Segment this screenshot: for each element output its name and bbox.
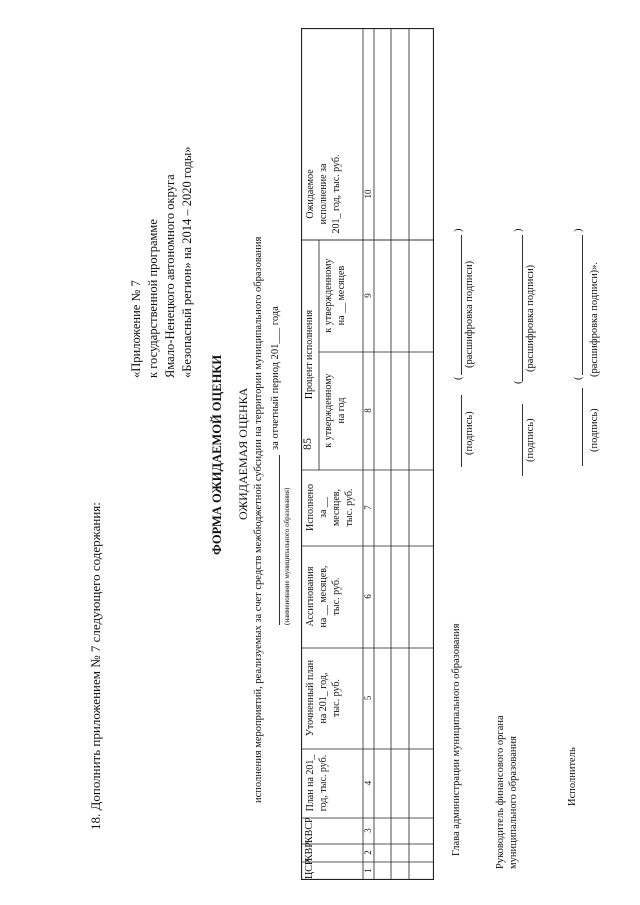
intro-text: 18. Дополнить приложением № 7 следующего содержания:	[88, 502, 103, 830]
executor-paren-close: )	[573, 228, 584, 232]
header-pct-year-line-2: на год	[336, 397, 347, 424]
header-pct-months-line-1: к утвержденному	[323, 258, 334, 333]
executor-label: Исполнитель	[567, 747, 578, 806]
col-number-6: 6	[363, 594, 373, 599]
head-paren-open: (	[453, 376, 464, 380]
finance-label-2: муниципального образования	[508, 736, 519, 869]
head-admin-label: Глава администрации муниципального образования	[451, 623, 462, 856]
header-refined-line-1: Уточненный план	[305, 659, 316, 737]
col-number-2: 2	[363, 850, 373, 855]
mo-name-caption: (наименование муниципального образования)	[283, 487, 291, 625]
header-pct-year-line-1: к утвержденному	[323, 373, 334, 448]
header-assignments	[304, 546, 343, 647]
header-exec-line-4: тыс. руб.	[344, 488, 355, 527]
finance-label-1: Руководитель финансового органа	[495, 715, 506, 869]
header-refined-line-2: на 201_ год,	[318, 672, 329, 724]
head-decode-line	[461, 235, 462, 375]
header-expected	[304, 149, 343, 239]
executor-decode-caption: (расшифровка подписи)».	[589, 261, 600, 377]
finance-decode-line	[522, 235, 523, 381]
header-exec-line-2: за __	[318, 497, 329, 518]
header-csr: ЦСР	[304, 859, 315, 879]
col-number-4: 4	[363, 780, 373, 786]
executor-sign-line	[582, 388, 583, 466]
head-sign-caption: (подпись)	[464, 411, 475, 455]
header-kvr: КВР	[304, 842, 315, 861]
col-number-7: 7	[363, 505, 373, 510]
finance-decode-caption: (расшифровка подписи)	[525, 264, 536, 372]
finance-paren-close: )	[513, 228, 524, 232]
appendix-line-4: «Безопасный регион» на 2014 – 2020 годы»	[180, 146, 194, 378]
evaluation-table	[301, 28, 434, 880]
header-assign-line-3: тыс. руб.	[331, 577, 342, 616]
head-sign-line	[461, 395, 462, 467]
header-plan-line-2: год, тыс. руб.	[318, 754, 329, 812]
col-number-9: 9	[363, 293, 373, 298]
col-number-5: 5	[363, 695, 373, 701]
appendix-line-3: Ямало-Ненецкого автономного округа	[163, 174, 177, 378]
header-plan-line-1: План на 201_	[305, 754, 316, 812]
finance-paren-open: (	[513, 380, 524, 384]
header-expected-line-3: 201_ год, тыс. руб.	[331, 154, 342, 234]
mo-name-line	[279, 455, 280, 625]
description-line-2: за отчетный период 201___ года	[270, 306, 281, 450]
header-pct-months	[322, 240, 348, 351]
finance-sign-caption: (подпись)	[525, 418, 536, 462]
form-title: ФОРМА ОЖИДАЕМОЙ ОЦЕНКИ	[210, 354, 224, 555]
appendix-line-1: «Приложение № 7	[129, 280, 143, 378]
header-refined-line-3: тыс. руб.	[331, 679, 342, 717]
col-number-1: 1	[363, 868, 373, 873]
head-paren-close: )	[453, 228, 464, 232]
header-pct-months-line-2: на __ месяцев	[336, 265, 347, 326]
col-number-3: 3	[363, 828, 373, 833]
header-expected-line-2: исполнение за	[318, 163, 329, 225]
header-assign-line-2: на __ месяцев,	[318, 565, 329, 628]
header-exec-line-1: Исполнено	[305, 484, 316, 532]
header-assign-line-1: Ассигнования	[305, 566, 316, 627]
header-plan	[304, 749, 330, 817]
header-executed	[304, 470, 356, 545]
appendix-header	[128, 280, 145, 378]
description-line-1: исполнения мероприятий, реализуемых за счет средств межбюджетной субсидии на территории муниципального образования	[253, 236, 264, 803]
header-exec-line-3: месяцев,	[331, 488, 342, 527]
header-kvsr: КВСР	[304, 817, 315, 843]
col-number-10: 10	[363, 189, 373, 199]
header-refined-plan	[304, 648, 343, 748]
header-expected-line-1: Ожидаемое	[305, 169, 316, 219]
appendix-line-2: к государственной программе	[146, 219, 160, 378]
executor-paren-open: (	[573, 376, 584, 380]
executor-sign-caption: (подпись)	[589, 408, 600, 452]
subtitle: ОЖИДАЕМАЯ ОЦЕНКА	[236, 387, 250, 520]
executor-decode-line	[582, 235, 583, 375]
col-number-8: 8	[363, 408, 373, 413]
head-decode-caption: (расшифровка подписи)	[464, 260, 475, 368]
finance-sign-line	[522, 404, 523, 476]
header-percent-group: Процент исполнения	[304, 309, 315, 400]
header-pct-year	[322, 352, 348, 469]
page-number: 85	[300, 438, 314, 450]
